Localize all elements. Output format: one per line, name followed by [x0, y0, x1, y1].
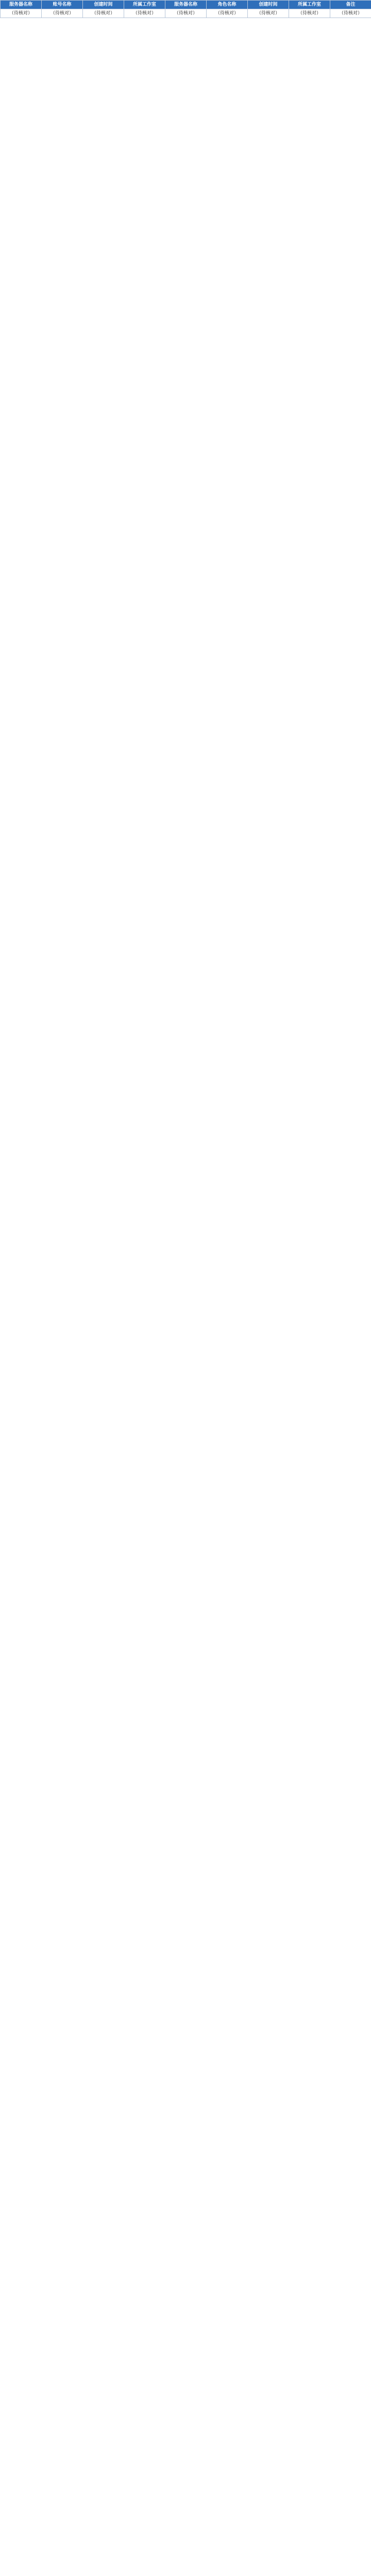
table-cell[interactable]: （待核对） [83, 9, 124, 18]
data-table [0, 0, 371, 18]
column-header[interactable]: 所属工作室 [289, 1, 330, 9]
table-cell[interactable]: （待核对） [1, 9, 42, 18]
column-header[interactable]: 创建时间 [248, 1, 289, 9]
column-header[interactable]: 角色名称 [207, 1, 248, 9]
table-cell[interactable]: （待核对） [42, 9, 83, 18]
column-header[interactable]: 所属工作室 [124, 1, 165, 9]
column-header[interactable]: 账号名称 [42, 1, 83, 9]
table-cell[interactable]: （待核对） [248, 9, 289, 18]
header-row [1, 1, 371, 9]
column-header[interactable]: 创建时间 [83, 1, 124, 9]
table-cell[interactable]: （待核对） [124, 9, 165, 18]
table-cell[interactable]: （待核对） [207, 9, 248, 18]
table-row[interactable] [1, 9, 371, 18]
table-cell[interactable]: （待核对） [165, 9, 207, 18]
table-cell[interactable]: （待核对） [289, 9, 330, 18]
column-header[interactable]: 备注 [330, 1, 371, 9]
column-header[interactable]: 服务器名称 [1, 1, 42, 9]
column-header[interactable]: 服务器名称 [165, 1, 207, 9]
table-body [1, 9, 371, 18]
table-cell[interactable]: （待核对） [330, 9, 371, 18]
